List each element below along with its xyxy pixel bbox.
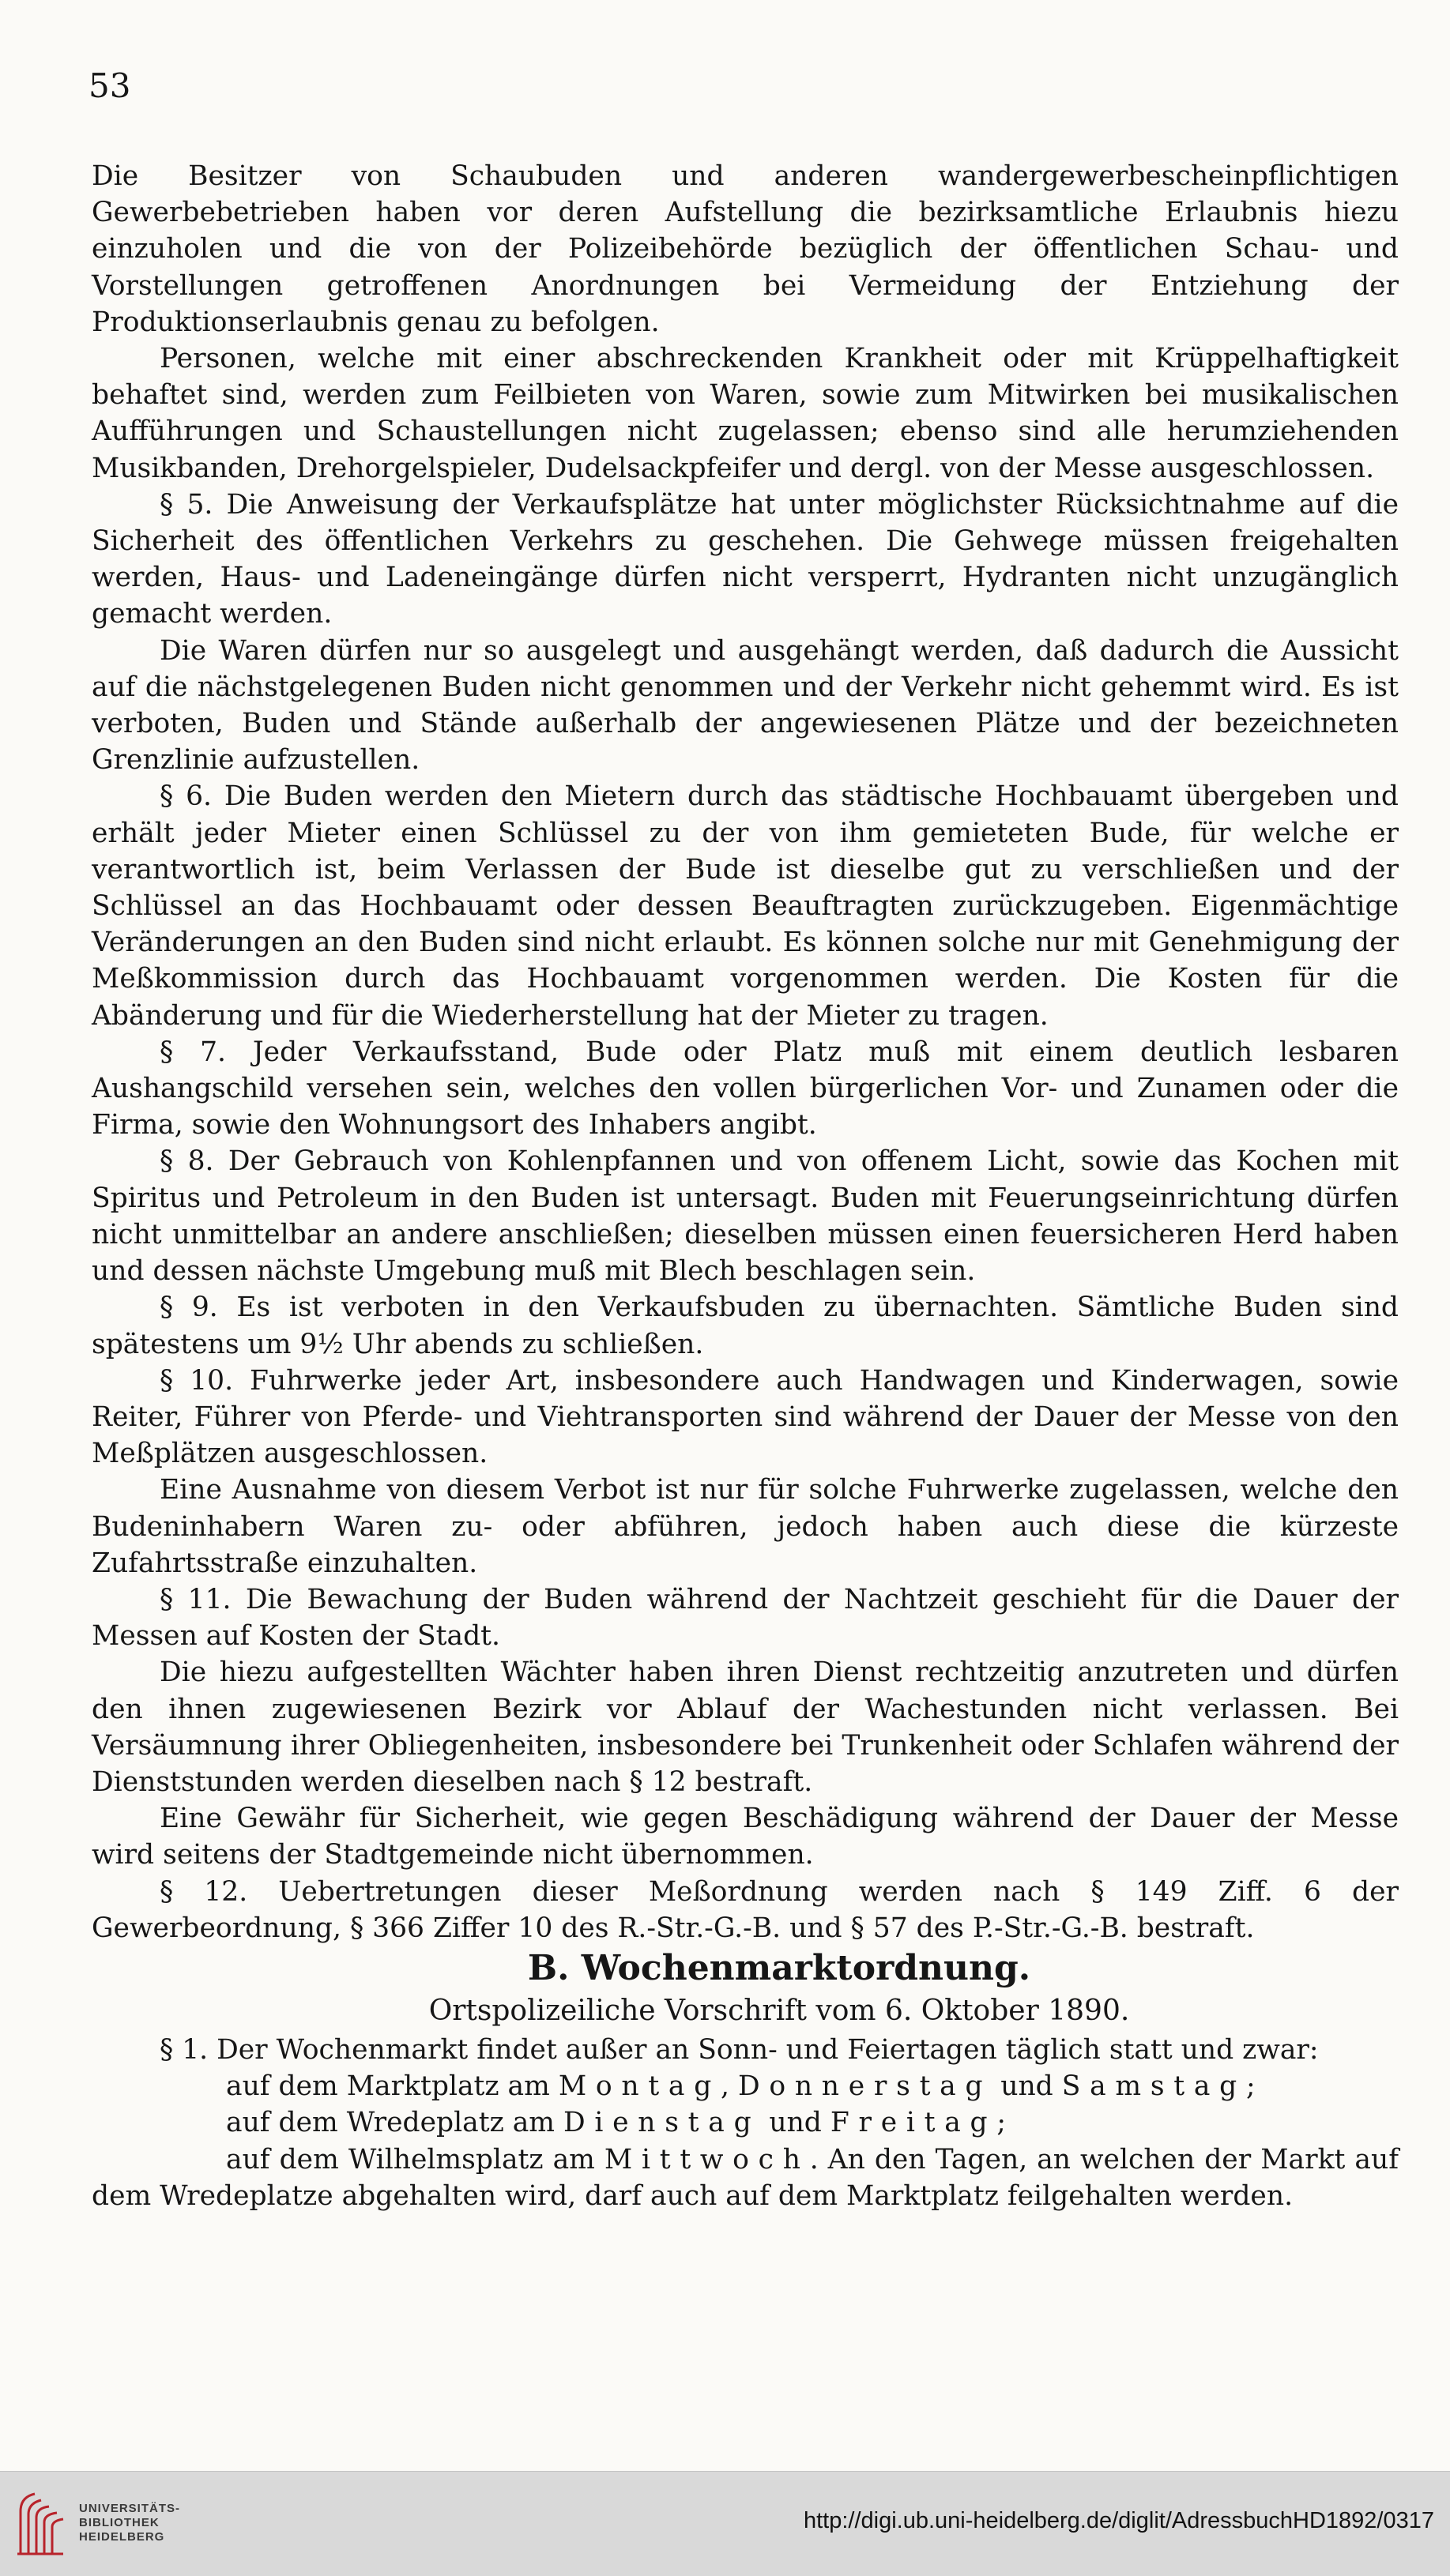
weekday-text: Montag — [558, 2070, 721, 2103]
weekday-text: Dienstag — [563, 2107, 761, 2139]
library-name-line: HEIDELBERG — [79, 2530, 165, 2544]
separator-text: ; — [1246, 2070, 1256, 2103]
paragraph-section-8: § 8. Der Gebrauch von Kohlenpfannen und von offenem Licht, sowie das Kochen mit Spiritus und Petroleum in den Buden ist untersagt. Buden mit Feuerungseinrichtung dürfen nicht unmittelbar an andere anschließen; dieselben müssen einen feuersicheren Herd haben und dessen nächste Umgebung muß mit Blech beschlagen sein. — [92, 1145, 1399, 1288]
market-line-wilhelmsplatz — [92, 2142, 1399, 2214]
separator-text: , — [721, 2070, 738, 2103]
separator-text: ; — [996, 2107, 1006, 2139]
market-line-wredeplatz — [92, 2104, 1399, 2141]
market-intro: § 1. Der Wochenmarkt findet außer an Sonn- und Feiertagen täglich statt und zwar: — [160, 2033, 1319, 2066]
weekday-text: Freitag — [830, 2107, 997, 2139]
paragraph: Die hiezu aufgestellten Wächter haben ihren Dienst rechtzeitig anzutreten und dürfen den ihnen zugewiesenen Bezirk vor Ablauf der Wachestunden nicht verlassen. Bei Versäumnung ihrer Obliegenheiten, insbesondere bei Trunkenheit oder Schlafen während der Dienststunden werden dieselben nach § 12 bestraft. — [92, 1657, 1399, 1798]
library-name-line: UNIVERSITÄTS- — [79, 2502, 181, 2515]
paragraph-section-6: § 6. Die Buden werden den Mietern durch das städtische Hochbauamt übergeben und erhält jeder Mieter einen Schlüssel zu der von ihm gemieteten Bude, für welche er verantwortlich ist, beim Verlassen der Bude ist dieselbe gut zu verschließen und der Schlüssel an das Hochbauamt oder dessen Beauftragten zurückzugeben. Eigenmächtige Veränderungen an den Buden sind nicht erlaubt. Es können solche nur mit Genehmigung der Meßkommission durch das Hochbauamt vorgenommen werden. Die Kosten für die Abänderung und für die Wiederherstellung hat der Mieter zu tragen. — [92, 780, 1399, 1032]
paragraph-section-7: § 7. Jeder Verkaufsstand, Bude oder Platz muß mit einem deutlich lesbaren Aushangschild versehen sein, welches den vollen bürgerlichen Vor- und Zunamen oder die Firma, sowie den Wohnungsort des Inhabers angibt. — [92, 1036, 1399, 1141]
paragraph-section-9: § 9. Es ist verboten in den Verkaufsbuden zu übernachten. Sämtliche Buden sind spätestens um 9½ Uhr abends zu schließen. — [92, 1292, 1399, 1360]
paragraph-section-5: § 5. Die Anweisung der Verkaufsplätze hat unter möglichster Rücksichtnahme auf die Sicherheit des öffentlichen Verkehrs zu geschehen. Die Gehwege müssen freigehalten werden, Haus- und Ladeneingänge dürfen nicht versperrt, Hydranten nicht unzugänglich gemacht werden. — [92, 488, 1399, 630]
library-name — [79, 2502, 180, 2544]
university-library-logo-icon — [14, 2488, 66, 2559]
source-url-link[interactable]: http://digi.ub.uni-heidelberg.de/diglit/AdressbuchHD1892/0317 — [803, 2508, 1434, 2533]
paragraph-section-12: § 12. Uebertretungen dieser Meßordnung werden nach § 149 Ziff. 6 der Gewerbeordnung, § 366 Ziffer 10 des R.-Str.-G.-B. und § 57 des P.-Str.-G.-B. bestraft. — [92, 1875, 1399, 1944]
weekday-text: Donnerstag — [737, 2070, 992, 2103]
market-line-marktplatz — [92, 2068, 1399, 2104]
page-number: 53 — [89, 66, 131, 105]
paragraph-section-10: § 10. Fuhrwerke jeder Art, insbesondere auch Handwagen und Kinderwagen, sowie Reiter, Führer von Pferde- und Viehtransporten sind während der Dauer der Messe von den Meßplätzen ausgeschlossen. — [92, 1364, 1399, 1470]
document-body — [92, 158, 1399, 2214]
paragraph: Eine Ausnahme von diesem Verbot ist nur für solche Fuhrwerke zugelassen, welche den Budeninhabern Waren zu- oder abführen, jedoch haben auch diese die kürzeste Zufahrtsstraße einzuhalten. — [92, 1474, 1399, 1579]
market-place-text: auf dem Wilhelmsplatz am — [226, 2143, 604, 2175]
library-footer — [0, 2471, 1450, 2576]
paragraph: Eine Gewähr für Sicherheit, wie gegen Beschädigung während der Dauer der Messe wird seitens der Stadtgemeinde nicht übernommen. — [92, 1803, 1399, 1871]
separator-text: und — [760, 2107, 830, 2139]
paragraph: Personen, welche mit einer abschreckenden Krankheit oder mit Krüppelhaftigkeit behaftet sind, werden zum Feilbieten von Waren, sowie zum Mitwirken bei musikalischen Aufführungen und Schaustellungen nicht zugelassen; ebenso sind alle herumziehenden Musikbanden, Drehorgelspieler, Dudelsackpfeifer und dergl. von der Messe ausgeschlossen. — [92, 343, 1399, 484]
market-place-text: auf dem Marktplatz am — [226, 2070, 559, 2103]
market-place-text: auf dem Wredeplatz am — [226, 2107, 563, 2139]
section-subheading: Ortspolizeiliche Vorschrift vom 6. Oktober 1890. — [428, 1994, 1130, 2027]
weekday-text: Mittwoch — [604, 2143, 810, 2175]
weekday-text: Samstag — [1061, 2070, 1246, 2103]
market-rest-text: . An den Tagen, an welchen der Markt auf dem Wredeplatze abgehalten wird, darf auch auf dem Marktplatz feilgehalten werden. — [92, 2143, 1399, 2212]
paragraph: Die Waren dürfen nur so ausgelegt und ausgehängt werden, daß dadurch die Aussicht auf die nächstgelegenen Buden nicht genommen und der Verkehr nicht gehemmt wird. Es ist verboten, Buden und Stände außerhalb der angewiesenen Plätze und der bezeichneten Grenzlinie aufzustellen. — [92, 634, 1399, 777]
paragraph-section-11: § 11. Die Bewachung der Buden während der Nachtzeit geschieht für die Dauer der Messen auf Kosten der Stadt. — [92, 1583, 1399, 1653]
paragraph: Die Besitzer von Schaubuden und anderen wandergewerbescheinpflichtigen Gewerbebetrieben haben vor deren Aufstellung die bezirksamtliche Erlaubnis hiezu einzuholen und die von der Polizeibehörde bezüglich der öffentlichen Schau- und Vorstellungen getroffenen Anordnungen bei Vermeidung der Entziehung der Produktionserlaubnis genau zu befolgen. — [92, 160, 1399, 338]
library-name-line: BIBLIOTHEK — [79, 2516, 160, 2529]
separator-text: und — [992, 2070, 1062, 2103]
section-heading: B. Wochenmarktordnung. — [527, 1947, 1031, 1988]
